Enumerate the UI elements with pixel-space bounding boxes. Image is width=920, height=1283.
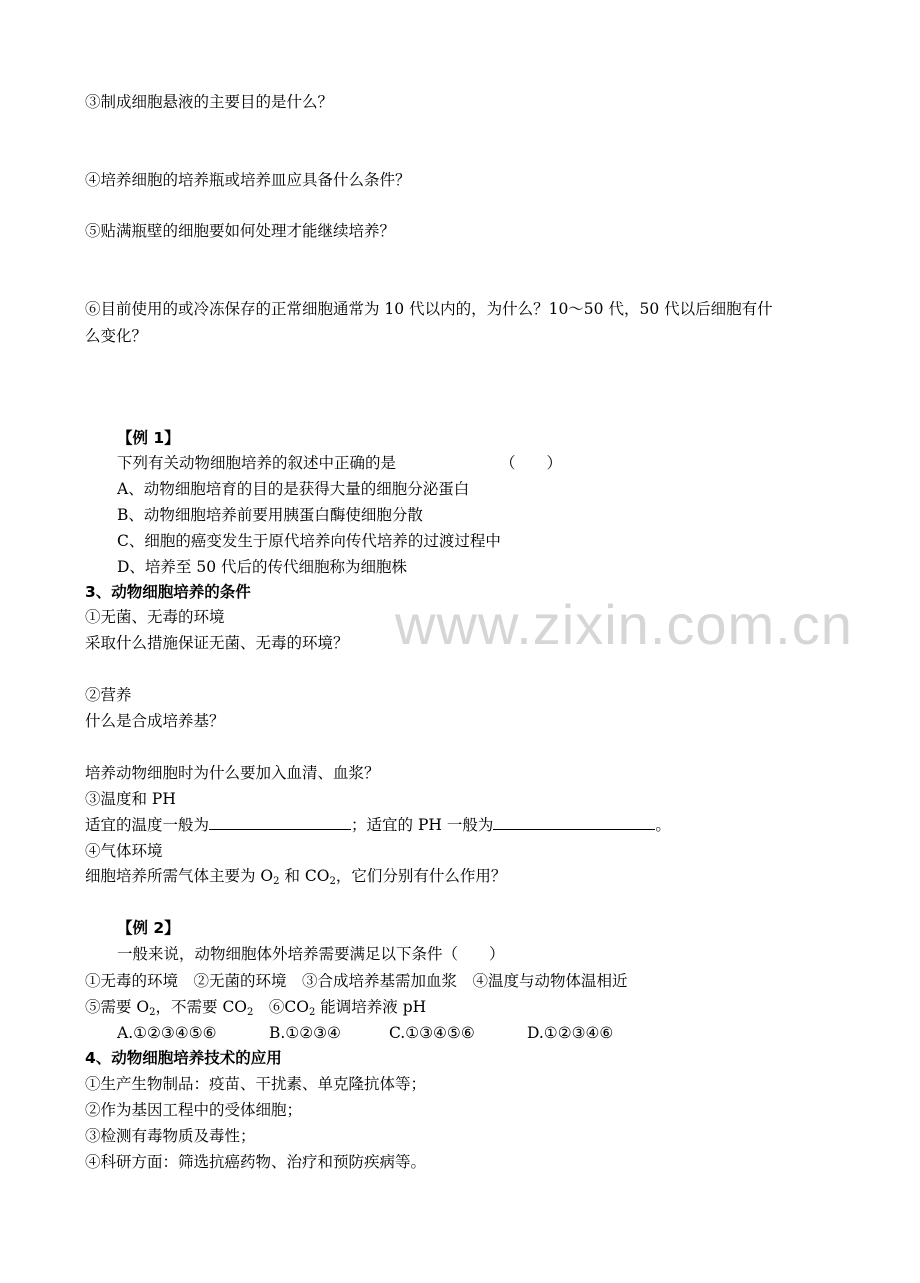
fill-label-ph: ；适宜的 PH 一般为	[351, 816, 494, 834]
choice-c: C.①③④⑤⑥	[389, 1024, 475, 1042]
choice-d: D.①②③④⑥	[527, 1024, 614, 1042]
fill-end: 。	[655, 816, 671, 834]
co2-subscript: 2	[308, 1007, 316, 1018]
example2-conditions-line2	[85, 997, 426, 1023]
choice-b: B.①②③④	[269, 1024, 341, 1042]
gas-text-a: 细胞培养所需气体主要为 O	[85, 867, 274, 885]
gas-text-c: ，它们分别有什么作用？	[335, 867, 507, 885]
application-1: ①生产生物制品：疫苗、干扰素、单克隆抗体等；	[85, 1075, 427, 1093]
condition-2-question1: 什么是合成培养基？	[85, 712, 225, 730]
co2-subscript: 2	[329, 876, 336, 887]
question-3: ③制成细胞悬液的主要目的是什么？	[85, 93, 334, 111]
example1-title: 【例 1】	[117, 429, 180, 447]
choice-a: A.①②③④⑤⑥	[117, 1024, 217, 1042]
example2-stem: 一般来说，动物细胞体外培养需要满足以下条件（ ）	[117, 945, 505, 963]
example2-conditions-line1: ①无毒的环境 ②无菌的环境 ③合成培养基需加血浆 ④温度与动物体温相近	[85, 972, 628, 990]
cond5-text-b: ，不需要 CO	[155, 998, 248, 1016]
condition-1: ①无菌、无毒的环境	[85, 608, 225, 626]
condition-2-question2: 培养动物细胞时为什么要加入血清、血浆？	[85, 764, 380, 782]
condition-1-question: 采取什么措施保证无菌、无毒的环境？	[85, 634, 349, 652]
example1-stem: 下列有关动物细胞培养的叙述中正确的是	[117, 454, 397, 472]
example2-title: 【例 2】	[117, 919, 180, 937]
gas-text-b: 和 CO	[279, 867, 330, 885]
o2-subscript: 2	[273, 876, 280, 887]
condition-2: ②营养	[85, 686, 132, 704]
condition-3: ③温度和 PH	[85, 790, 176, 808]
question-6-line1: ⑥目前使用的或冷冻保存的正常细胞通常为 10 代以内的，为什么？10～50 代，50 代以后细胞有什	[85, 300, 773, 318]
example1-paren: （ ）	[500, 454, 563, 472]
condition-3-fill-line	[85, 815, 671, 835]
cond6-text-b: 能调培养液 pH	[315, 998, 427, 1016]
question-6-line2: 么变化？	[85, 327, 148, 345]
example1-option-a: A、动物细胞培育的目的是获得大量的细胞分泌蛋白	[117, 480, 470, 498]
temperature-blank[interactable]	[209, 815, 351, 830]
cond6-text-a: ⑥CO	[253, 998, 309, 1016]
example1-option-b: B、动物细胞培养前要用胰蛋白酶使细胞分散	[117, 506, 423, 524]
condition-4: ④气体环境	[85, 842, 163, 860]
example1-option-d: D、培养至 50 代后的传代细胞称为细胞株	[117, 558, 408, 576]
condition-4-question	[85, 866, 506, 892]
watermark: www.zixin.com.cn	[395, 593, 853, 656]
example1-option-c: C、细胞的癌变发生于原代培养向传代培养的过渡过程中	[117, 532, 501, 550]
ph-blank[interactable]	[493, 815, 655, 830]
application-2: ②作为基因工程中的受体细胞；	[85, 1101, 303, 1119]
section3-heading: 3、动物细胞培养的条件	[85, 583, 251, 601]
example2-choices	[117, 1023, 613, 1043]
section4-heading: 4、动物细胞培养技术的应用	[85, 1049, 282, 1067]
co2-subscript: 2	[247, 1007, 254, 1018]
question-4: ④培养细胞的培养瓶或培养皿应具备什么条件？	[85, 171, 411, 189]
fill-label-temperature: 适宜的温度一般为	[85, 816, 210, 834]
application-4: ④科研方面：筛选抗癌药物、治疗和预防疾病等。	[85, 1153, 427, 1171]
question-5: ⑤贴满瓶壁的细胞要如何处理才能继续培养？	[85, 222, 396, 240]
cond5-text-a: ⑤需要 O	[85, 998, 150, 1016]
application-3: ③检测有毒物质及毒性；	[85, 1127, 256, 1145]
o2-subscript: 2	[149, 1007, 156, 1018]
